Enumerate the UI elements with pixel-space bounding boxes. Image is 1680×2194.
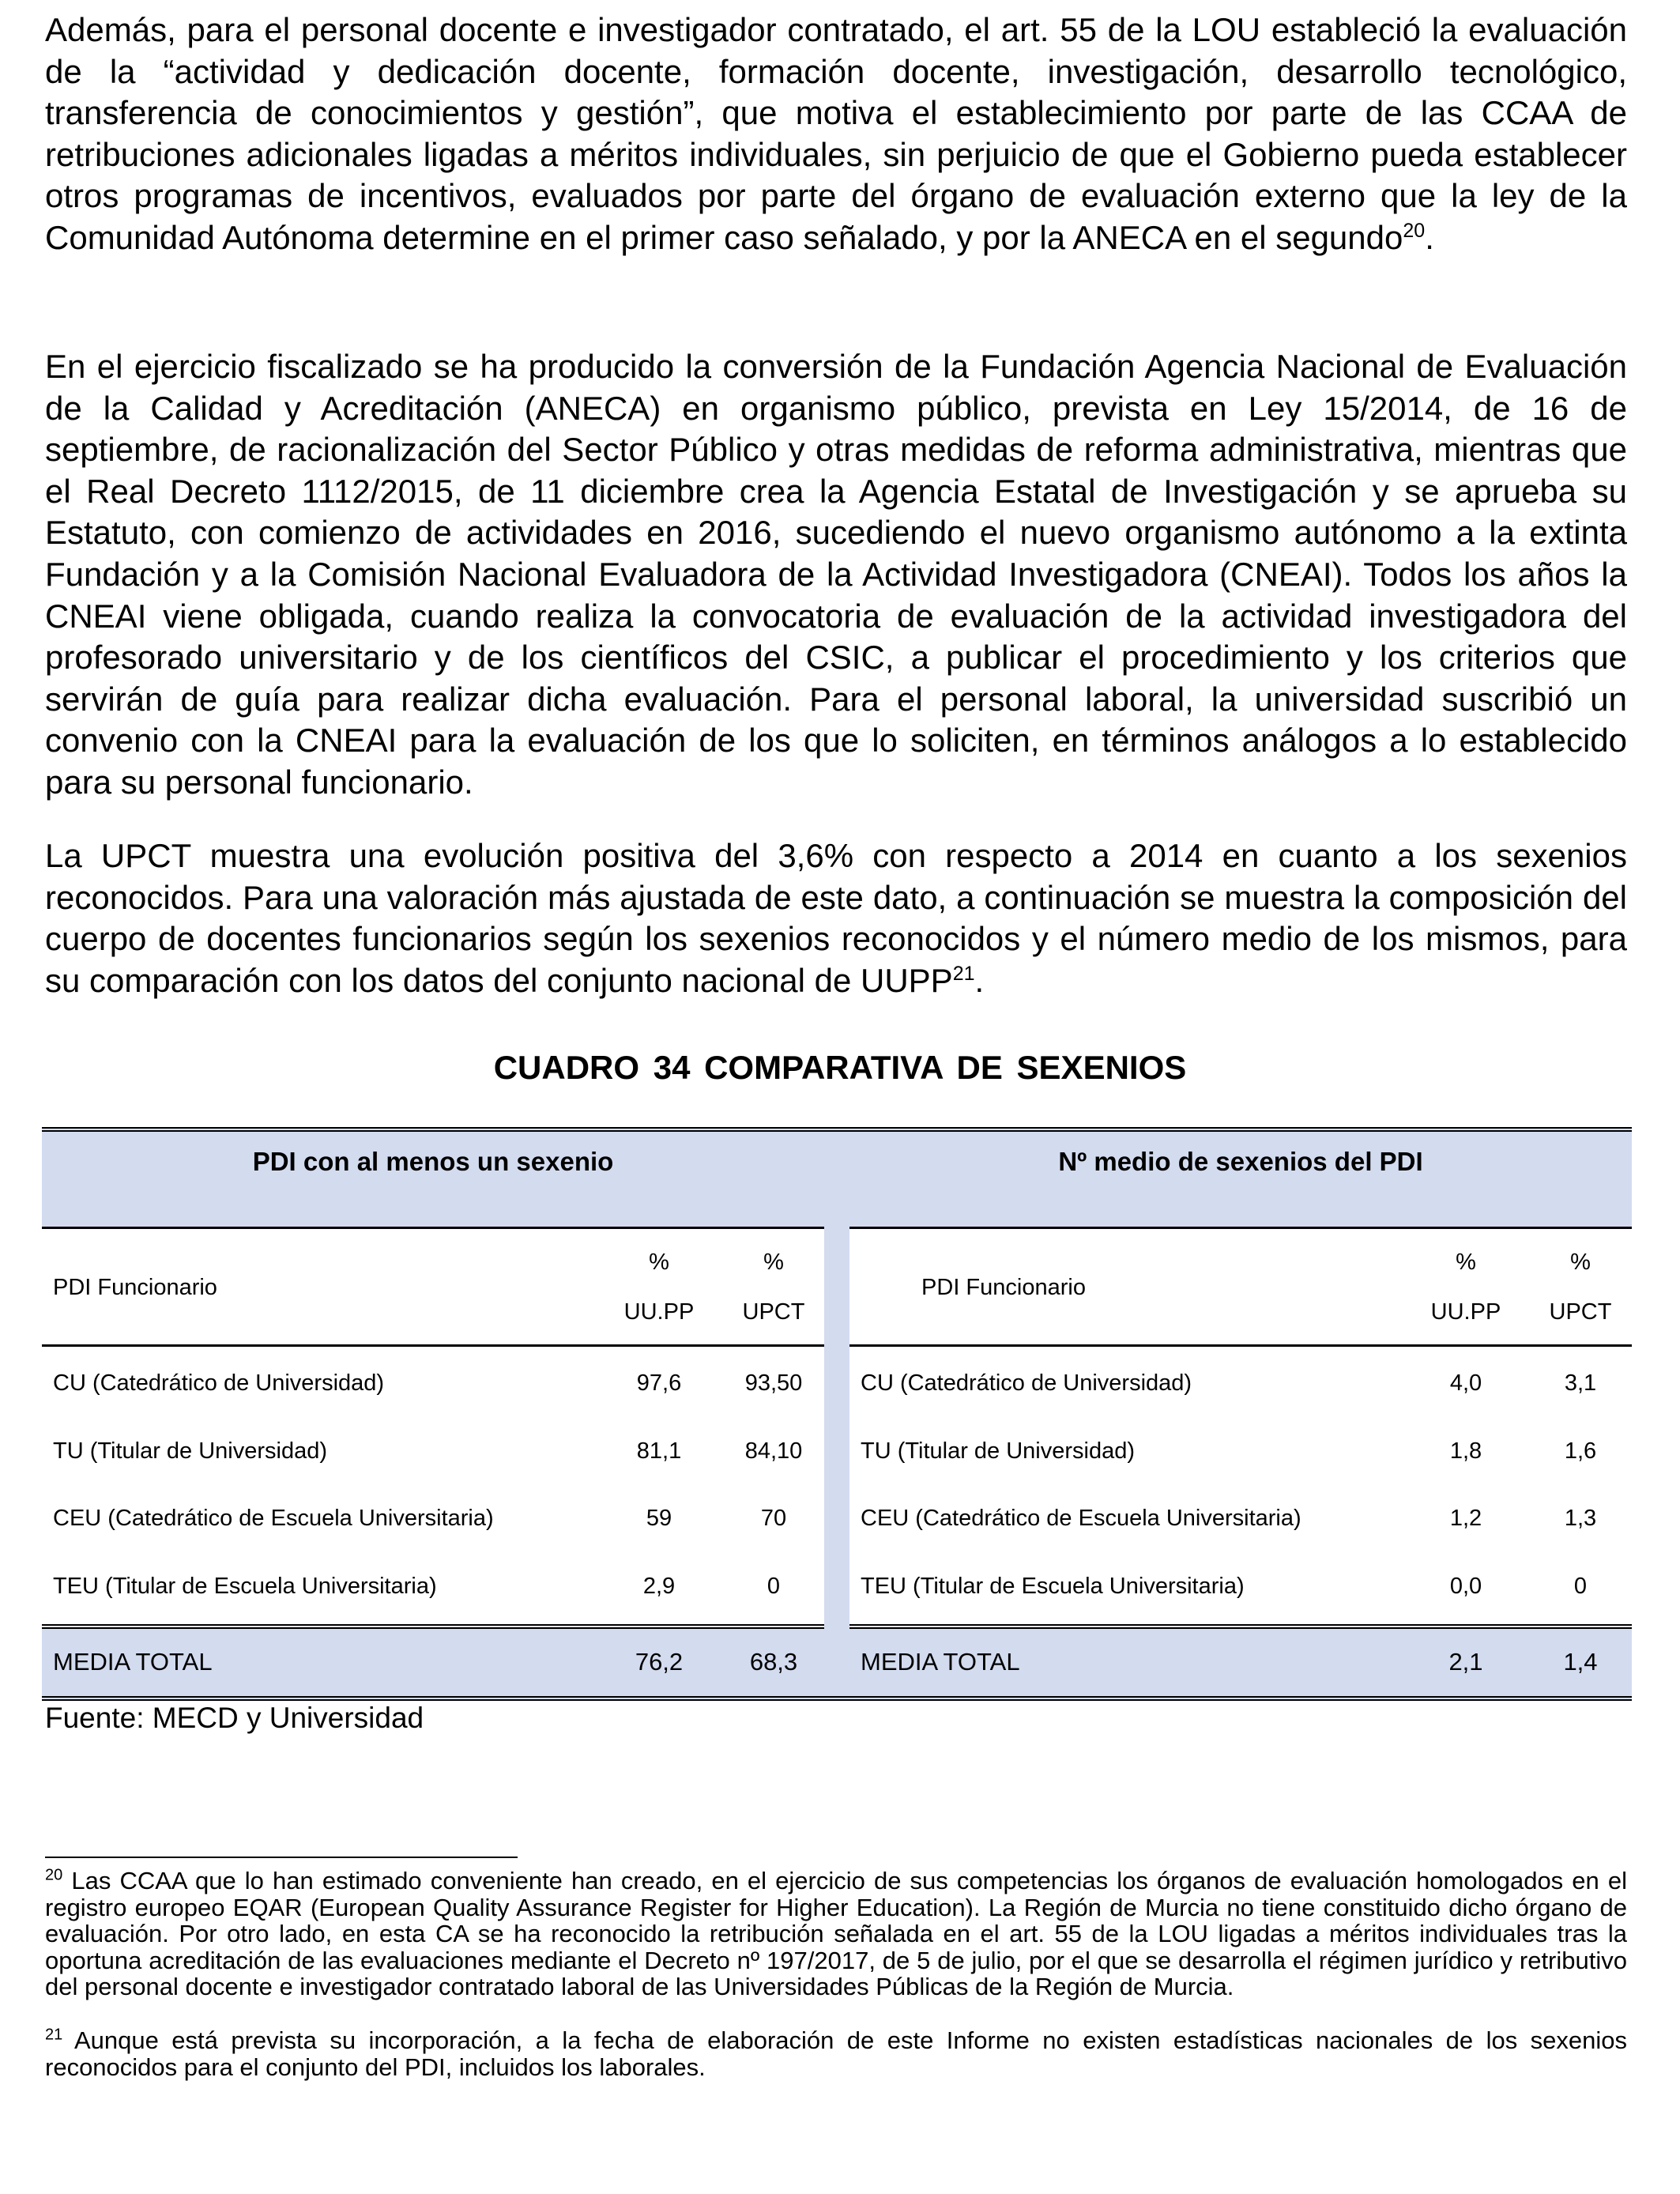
left-head-label: PDI Funcionario <box>53 1275 217 1300</box>
right-row-value-upct: 1,6 <box>1564 1438 1597 1464</box>
table-total-band <box>42 1627 1632 1699</box>
footnote-ref-21: 21 <box>952 962 975 985</box>
right-row-value-uupp: 4,0 <box>1449 1370 1482 1396</box>
right-row-label: CU (Catedrático de Universidad) <box>861 1370 1192 1396</box>
right-subheader-rule <box>849 1344 1632 1347</box>
footnote-number: 21 <box>45 2026 63 2044</box>
right-row-label: TU (Titular de Universidad) <box>861 1438 1136 1464</box>
paragraph-3: La UPCT muestra una evolución positiva del 3,6% con respecto a 2014 en cuanto a los sexenios reconocidos. Para una valoración más ajustada de este dato, a continuación se muestra la composición del cuerpo de docentes funcionarios según los sexenios reconocidos y el número medio de los mismos, para su comparación con los datos del conjunto nacional de UUPP$^{21}$. <box>45 837 1627 999</box>
footnote-21: $^{21}$ Aunque está prevista su incorporación, a la fecha de elaboración de este Informe no existen estadísticas nacionales de los sexenios reconocidos para el conjunto del PDI, incluidos los laborales. <box>45 2026 1627 2081</box>
right-head-label: PDI Funcionario <box>921 1275 1086 1300</box>
right-row-label: TEU (Titular de Escuela Universitaria) <box>861 1574 1245 1599</box>
left-row-value-upct: 84,10 <box>744 1438 803 1464</box>
left-total-label: MEDIA TOTAL <box>53 1648 213 1676</box>
footnote-20: $^{20}$ Las CCAA que lo han estimado conveniente han creado, en el ejercicio de sus competencias los órganos de evaluación homologados en el registro europeo EQAR (European Quality Assurance Register for Higher Education). La Región de Murcia no tiene constituido dicho órgano de evaluación. Por otro lado, en esta CA se ha reconocido la retribución señalada en el art. 55 de la LOU ligadas a méritos individuales tras la oportuna acreditación de las evaluaciones mediante el Decreto nº 197/2017, de 5 de julio, por el que se desarrolla el régimen jurídico y retributivo del personal docente e investigador contratado laboral de las Universidades Públicas de la Región de Murcia. <box>45 1866 1627 2001</box>
table-source: Fuente: MECD y Universidad <box>45 1702 424 1734</box>
left-row-value-upct: 93,50 <box>744 1370 803 1396</box>
left-row-label: TEU (Titular de Escuela Universitaria) <box>53 1574 437 1599</box>
right-col2-head-line1: % <box>1570 1250 1591 1275</box>
right-total-label: MEDIA TOTAL <box>861 1648 1020 1676</box>
right-row-value-uupp: 0,0 <box>1449 1574 1482 1599</box>
left-row-value-uupp: 81,1 <box>636 1438 682 1464</box>
footnote-separator <box>45 1857 518 1858</box>
table-top-rule <box>42 1127 1632 1132</box>
table-separator-column <box>824 1129 849 1627</box>
footnote-number: 20 <box>45 1866 63 1884</box>
left-col2-head-line1: % <box>763 1250 784 1275</box>
left-row-value-uupp: 97,6 <box>636 1370 682 1396</box>
paragraph-2: En el ejercicio fiscalizado se ha producido la conversión de la Fundación Agencia Nacional de Evaluación de la Calidad y Acreditación (ANECA) en organismo público, prevista en Ley 15/2014, de 16 de septiembre, de racionalización del Sector Público y otras medidas de reforma administrativa, mientras que el Real Decreto 1112/2015, de 11 diciembre crea la Agencia Estatal de Investigación y se aprueba su Estatuto, con comienzo de actividades en 2016, sucediendo el nuevo organismo autónomo a la extinta Fundación y a la Comisión Nacional Evaluadora de la Actividad Investigadora (CNEAI). Todos los años la CNEAI viene obligada, cuando realiza la convocatoria de evaluación de la actividad investigadora del profesorado universitario y de los científicos del CSIC, a publicar el procedimiento y los criterios que servirán de guía para realizar dicha evaluación. Para el personal laboral, la universidad suscribió un convenio con la CNEAI para la evaluación de los que lo soliciten, en términos análogos a lo establecido para su personal funcionario. <box>45 348 1627 801</box>
left-total-value-uupp: 76,2 <box>635 1648 684 1676</box>
right-row-value-uupp: 1,8 <box>1449 1438 1482 1464</box>
footnote-ref-20: 20 <box>1403 219 1426 242</box>
left-col1-head-line1: % <box>649 1250 669 1275</box>
left-row-label: CEU (Catedrático de Escuela Universitaria) <box>53 1506 494 1531</box>
left-col1-head-line2: UU.PP <box>623 1299 695 1325</box>
table-title: CUADRO 34 COMPARATIVA DE SEXENIOS <box>493 1049 1187 1086</box>
left-row-value-uupp: 2,9 <box>642 1574 676 1599</box>
right-row-value-uupp: 1,2 <box>1449 1506 1482 1531</box>
left-row-value-uupp: 59 <box>646 1506 672 1531</box>
right-col1-head-line2: UU.PP <box>1430 1299 1501 1325</box>
right-col2-head-line2: UPCT <box>1549 1299 1612 1325</box>
right-total-rule <box>849 1624 1632 1629</box>
left-total-rule <box>42 1624 824 1629</box>
right-header-rule <box>849 1227 1632 1229</box>
left-row-label: CU (Catedrático de Universidad) <box>53 1370 385 1396</box>
right-total-value-uupp: 2,1 <box>1448 1648 1483 1676</box>
right-row-label: CEU (Catedrático de Escuela Universitaria) <box>861 1506 1301 1531</box>
right-col1-head-line1: % <box>1456 1250 1476 1275</box>
left-col2-head-line2: UPCT <box>742 1299 805 1325</box>
left-total-value-upct: 68,3 <box>749 1648 798 1676</box>
left-row-value-upct: 70 <box>760 1506 787 1531</box>
right-row-value-upct: 0 <box>1573 1574 1588 1599</box>
sexenios-table <box>42 1129 1632 1701</box>
right-total-value-upct: 1,4 <box>1563 1648 1598 1676</box>
right-group-header: Nº medio de sexenios del PDI <box>1058 1147 1423 1176</box>
left-group-header: PDI con al menos un sexenio <box>252 1147 614 1176</box>
right-row-value-upct: 3,1 <box>1564 1370 1597 1396</box>
left-subheader-rule <box>42 1344 824 1347</box>
left-row-value-upct: 0 <box>767 1574 781 1599</box>
right-row-value-upct: 1,3 <box>1564 1506 1597 1531</box>
left-row-label: TU (Titular de Universidad) <box>53 1438 328 1464</box>
left-header-rule <box>42 1227 824 1229</box>
paragraph-1: Además, para el personal docente e investigador contratado, el art. 55 de la LOU estableció la evaluación de la “actividad y dedicación docente, formación docente, investigación, desarrollo tecnológico, transferencia de conocimientos y gestión”, que motiva el establecimiento por parte de las CCAA de retribuciones adicionales ligadas a méritos individuales, sin perjuicio de que el Gobierno pueda establecer otros programas de incentivos, evaluados por parte del órgano de evaluación externo que la ley de la Comunidad Autónoma determine en el primer caso señalado, y por la ANECA en el segundo$^{20}$. <box>45 11 1627 256</box>
